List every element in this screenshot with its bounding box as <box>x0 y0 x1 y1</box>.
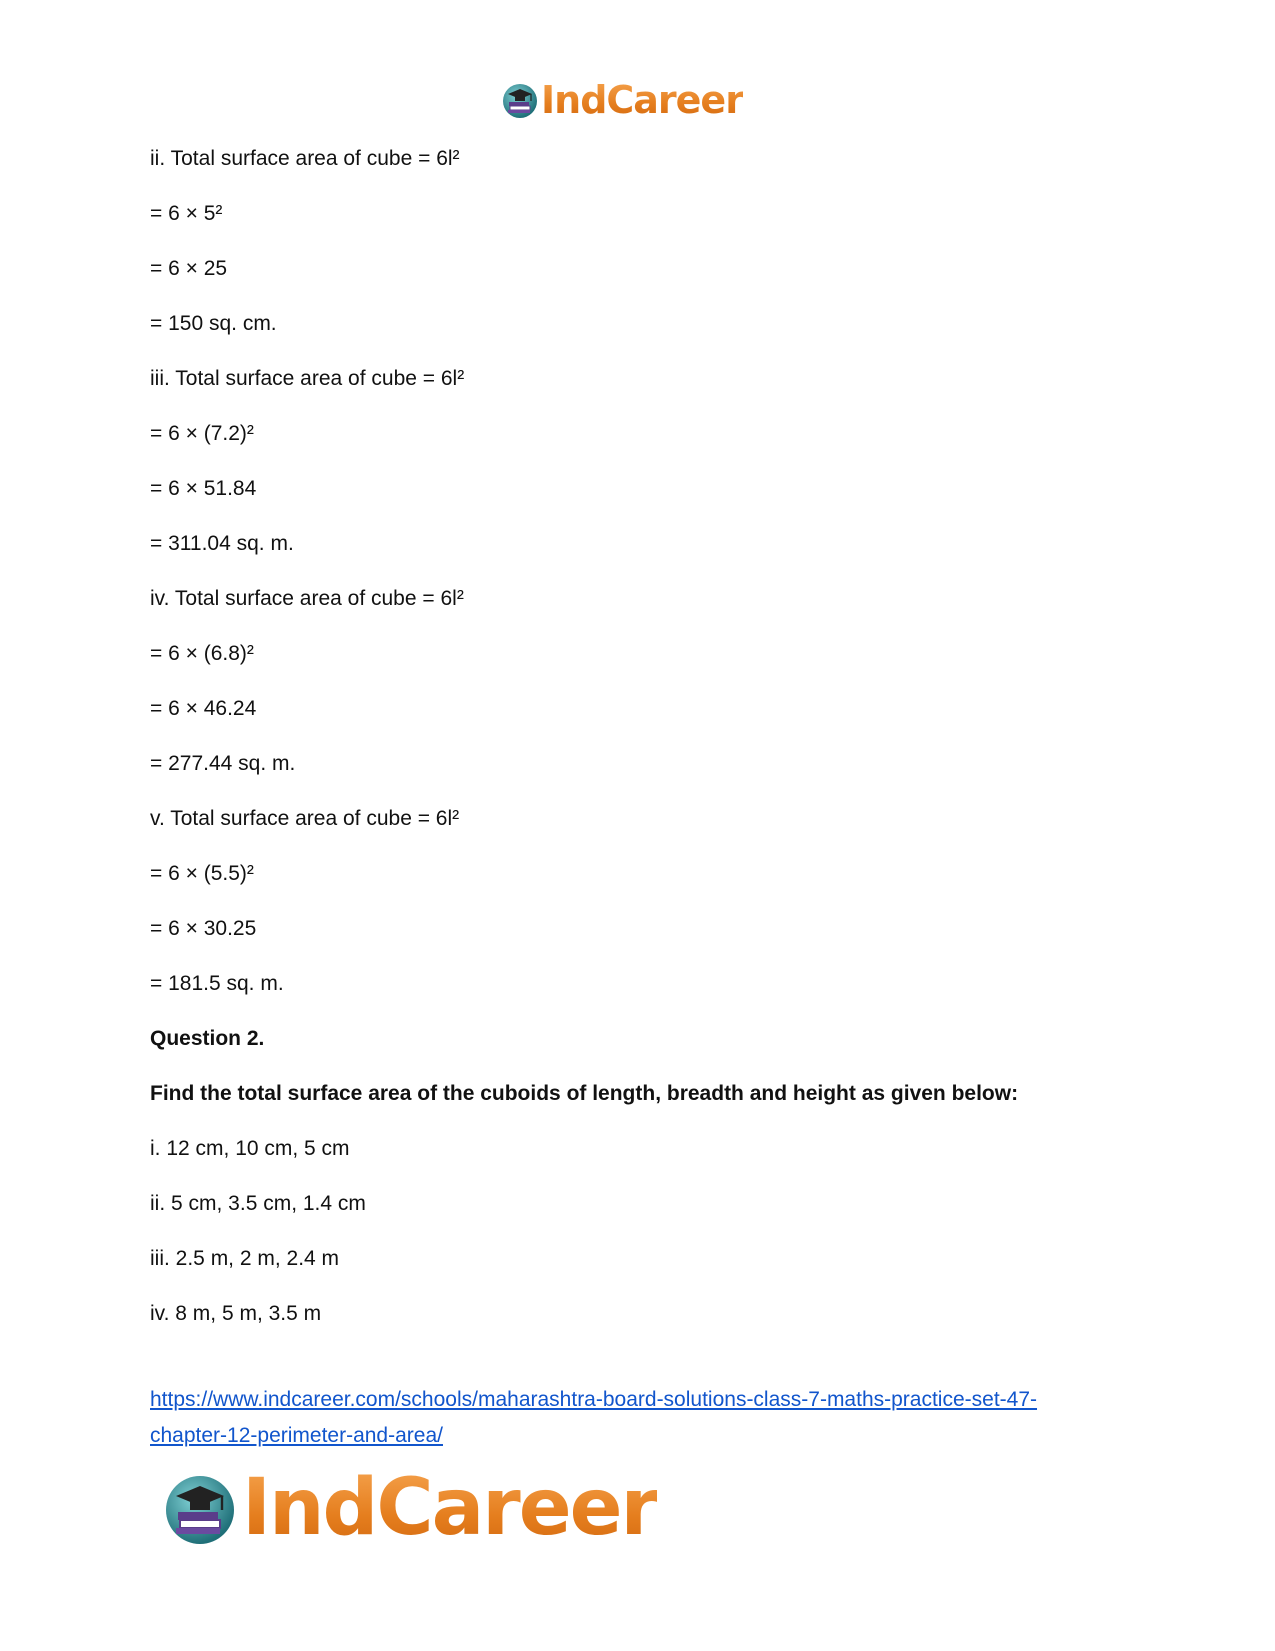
solution-line: = 181.5 sq. m. <box>150 972 284 995</box>
solution-line: = 6 × 30.25 <box>150 917 257 940</box>
footer-logo <box>160 1463 657 1553</box>
header-logo <box>500 80 743 120</box>
solution-line: ii. 5 cm, 3.5 cm, 1.4 cm <box>150 1192 366 1215</box>
solution-line: = 6 × (7.2)² <box>150 422 254 445</box>
solution-line: i. 12 cm, 10 cm, 5 cm <box>150 1137 350 1160</box>
solution-line: ii. Total surface area of cube = 6l² <box>150 147 460 170</box>
brand-name: IndCareer <box>242 1463 657 1553</box>
solution-line: = 6 × 51.84 <box>150 477 257 500</box>
solution-line: = 6 × (6.8)² <box>150 642 254 665</box>
solution-line: = 311.04 sq. m. <box>150 532 294 555</box>
solution-line: = 6 × 25 <box>150 257 228 280</box>
solution-line: iii. Total surface area of cube = 6l² <box>150 367 465 390</box>
source-link-line-2: chapter-12-perimeter-and-area/ <box>150 1424 443 1447</box>
source-link[interactable] <box>150 1388 1037 1447</box>
document-body <box>150 147 1150 1357</box>
solution-line: iv. Total surface area of cube = 6l² <box>150 587 464 610</box>
solution-line: = 6 × 5² <box>150 202 223 225</box>
solution-line: = 150 sq. cm. <box>150 312 277 335</box>
brand-name: IndCareer <box>541 78 743 122</box>
globe-books-cap-icon <box>160 1468 240 1548</box>
source-link-block <box>150 1382 1130 1454</box>
solution-line: iv. 8 m, 5 m, 3.5 m <box>150 1302 322 1325</box>
solution-line: iii. 2.5 m, 2 m, 2.4 m <box>150 1247 340 1270</box>
solution-line: = 6 × 46.24 <box>150 697 257 720</box>
question-text: Find the total surface area of the cuboids of length, breadth and height as given below: <box>150 1082 1019 1105</box>
solution-line: = 6 × (5.5)² <box>150 862 254 885</box>
globe-books-cap-icon <box>500 80 540 120</box>
source-link-line-1: https://www.indcareer.com/schools/maharashtra-board-solutions-class-7-maths-practice-set-47- <box>150 1388 1038 1411</box>
solution-line: v. Total surface area of cube = 6l² <box>150 807 460 830</box>
question-text: Question 2. <box>150 1027 265 1050</box>
solution-line: = 277.44 sq. m. <box>150 752 296 775</box>
